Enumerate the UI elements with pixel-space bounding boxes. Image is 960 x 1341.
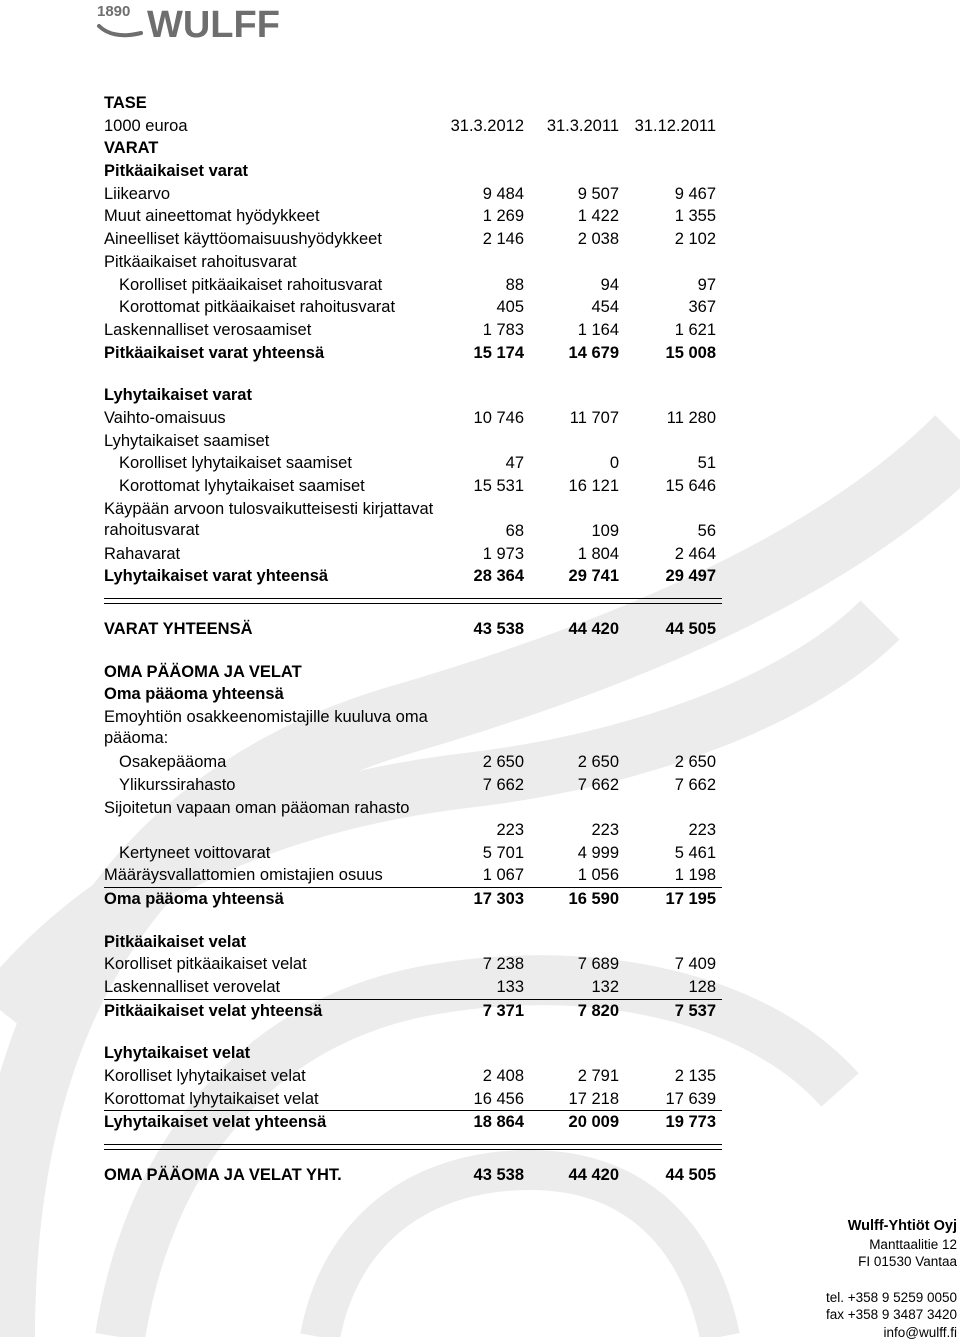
row-label: VARAT YHTEENSÄ: [104, 618, 253, 641]
double-rule: [104, 1144, 722, 1150]
value-cell: 15 531: [424, 475, 524, 498]
value-cell: 97: [616, 274, 716, 297]
row-label: Pitkäaikaiset varat yhteensä: [104, 342, 324, 365]
row-label: Muut aineettomat hyödykkeet: [104, 205, 320, 228]
value-cell: 405: [424, 296, 524, 319]
balance-sheet: [104, 92, 722, 1187]
row-label: Pitkäaikaiset velat yhteensä: [104, 1000, 322, 1023]
value-cell: 29 497: [616, 565, 716, 588]
value-cell: 7 371: [424, 1000, 524, 1023]
value-cell: 2 408: [424, 1065, 524, 1088]
value-cell: 29 741: [519, 565, 619, 588]
row-label: OMA PÄÄOMA JA VELAT YHT.: [104, 1164, 342, 1187]
table-row: [104, 205, 722, 228]
row-label: Korottomat pitkäaikaiset rahoitusvarat: [119, 296, 395, 319]
row-label: Korottomat lyhytaikaiset velat: [104, 1088, 319, 1111]
value-cell: 1 621: [616, 319, 716, 342]
value-cell: 68: [424, 520, 524, 543]
row-label: Laskennalliset verosaamiset: [104, 319, 311, 342]
value-cell: 16 590: [519, 888, 619, 911]
table-row: [104, 430, 722, 453]
section-row: [104, 1042, 722, 1065]
unit-label: 1000 euroa: [104, 115, 188, 138]
row-label: Laskennalliset verovelat: [104, 976, 280, 999]
section-row: [104, 1164, 722, 1187]
value-cell: 17 195: [616, 888, 716, 911]
value-cell: 7 820: [519, 1000, 619, 1023]
value-cell: 9 467: [616, 183, 716, 206]
value-cell: 44 420: [519, 618, 619, 641]
value-cell: 2 038: [519, 228, 619, 251]
value-cell: 47: [424, 452, 524, 475]
column-header-row: [104, 115, 722, 138]
value-cell: 5 461: [616, 842, 716, 865]
value-cell: 43 538: [424, 1164, 524, 1187]
table-row: [104, 976, 722, 1000]
company-name: Wulff-Yhtiöt Oyj: [826, 1218, 957, 1236]
row-label: Liikearvo: [104, 183, 170, 206]
value-cell: 44 505: [616, 1164, 716, 1187]
section-row: [104, 342, 722, 365]
row-label: Lyhytaikaiset velat yhteensä: [104, 1111, 326, 1134]
table-row: [104, 251, 722, 274]
value-cell: 51: [616, 452, 716, 475]
section-row: [104, 888, 722, 911]
table-row: [104, 228, 722, 251]
value-cell: 2 146: [424, 228, 524, 251]
row-label: VARAT: [104, 137, 158, 160]
value-cell: 88: [424, 274, 524, 297]
value-cell: 4 999: [519, 842, 619, 865]
section-row: [104, 384, 722, 407]
row-label: Oma pääoma yhteensä: [104, 888, 284, 911]
phone-number: tel. +358 9 5259 0050: [826, 1289, 957, 1307]
logo-year: 1890: [97, 3, 130, 20]
table-row: [104, 1065, 722, 1088]
table-row: [104, 407, 722, 430]
value-cell: 56: [616, 520, 716, 543]
value-cell: 2 791: [519, 1065, 619, 1088]
value-cell: 7 537: [616, 1000, 716, 1023]
wulff-logo: [95, 0, 370, 44]
section-row: [104, 137, 722, 160]
value-cell: 1 198: [616, 864, 716, 887]
section-row: [104, 661, 722, 684]
fax-number: fax +358 9 3487 3420: [826, 1306, 957, 1324]
value-cell: 7 662: [519, 774, 619, 797]
table-row: [104, 953, 722, 976]
logo-wordmark: WULFF: [147, 4, 280, 44]
section-row: [104, 931, 722, 954]
row-label: Korolliset pitkäaikaiset rahoitusvarat: [119, 274, 382, 297]
row-spacer: [104, 364, 722, 384]
table-row: [104, 842, 722, 865]
value-cell: 7 238: [424, 953, 524, 976]
value-cell: 1 804: [519, 543, 619, 566]
row-label: OMA PÄÄOMA JA VELAT: [104, 661, 302, 684]
row-label: Korottomat lyhytaikaiset saamiset: [119, 475, 365, 498]
value-cell: 7 662: [616, 774, 716, 797]
email-address: info@wulff.fi: [826, 1324, 957, 1341]
row-label: Pitkäaikaiset varat: [104, 160, 248, 183]
table-row: [104, 475, 722, 498]
row-label: Käypään arvoon tulosvaikutteisesti kirjattavat rahoitusvarat: [104, 499, 434, 541]
value-cell: 1 056: [519, 864, 619, 887]
sheet-title-row: [104, 92, 722, 115]
table-row: [104, 183, 722, 206]
value-cell: 5 701: [424, 842, 524, 865]
value-cell: 7 409: [616, 953, 716, 976]
value-cell: 2 102: [616, 228, 716, 251]
value-cell: 15 008: [616, 342, 716, 365]
table-row: [104, 751, 722, 774]
section-row: [104, 618, 722, 641]
value-cell: 2 464: [616, 543, 716, 566]
value-cell: 15 174: [424, 342, 524, 365]
value-cell: 16 456: [424, 1088, 524, 1111]
column-header-3: 31.12.2011: [616, 115, 716, 138]
row-label: Lyhytaikaiset varat: [104, 384, 252, 407]
value-cell: 367: [616, 296, 716, 319]
balance-sheet-rows: [104, 137, 722, 1186]
value-cell: 44 505: [616, 618, 716, 641]
value-cell: 133: [424, 976, 524, 999]
value-cell: 109: [519, 520, 619, 543]
row-label: Määräysvallattomien omistajien osuus: [104, 864, 383, 887]
value-cell: 11 280: [616, 407, 716, 430]
row-label: Sijoitetun vapaan oman pääoman rahasto: [104, 798, 434, 819]
value-cell: 7 689: [519, 953, 619, 976]
value-cell: 1 164: [519, 319, 619, 342]
table-row: [104, 797, 722, 842]
column-header-2: 31.3.2011: [519, 115, 619, 138]
table-row: [104, 452, 722, 475]
value-cell: 20 009: [519, 1111, 619, 1134]
row-label: Korolliset pitkäaikaiset velat: [104, 953, 307, 976]
value-cell: 28 364: [424, 565, 524, 588]
value-cell: 1 783: [424, 319, 524, 342]
value-cell: 2 650: [424, 751, 524, 774]
row-spacer: [104, 1022, 722, 1042]
row-label: Lyhytaikaiset velat: [104, 1042, 250, 1065]
table-row: [104, 296, 722, 319]
value-cell: 2 650: [616, 751, 716, 774]
value-cell: 2 650: [519, 751, 619, 774]
table-row: [104, 864, 722, 888]
value-cell: 1 422: [519, 205, 619, 228]
street-address: Manttaalitie 12: [826, 1236, 957, 1254]
value-cell: 9 507: [519, 183, 619, 206]
value-cell: 223: [424, 819, 524, 842]
table-row: [104, 1088, 722, 1112]
table-row: [104, 498, 722, 543]
section-row: [104, 160, 722, 183]
value-cell: 1 973: [424, 543, 524, 566]
table-row: [104, 274, 722, 297]
row-spacer: [104, 911, 722, 931]
value-cell: 2 135: [616, 1065, 716, 1088]
value-cell: 17 303: [424, 888, 524, 911]
value-cell: 7 662: [424, 774, 524, 797]
row-label: Pitkäaikaiset rahoitusvarat: [104, 251, 297, 274]
row-spacer: [104, 641, 722, 661]
value-cell: 11 707: [519, 407, 619, 430]
value-cell: 94: [519, 274, 619, 297]
table-row: [104, 706, 722, 751]
double-rule: [104, 598, 722, 604]
row-label: Korolliset lyhytaikaiset velat: [104, 1065, 306, 1088]
section-row: [104, 1111, 722, 1134]
row-label: Aineelliset käyttöomaisuushyödykkeet: [104, 228, 382, 251]
row-label: Vaihto-omaisuus: [104, 407, 226, 430]
value-cell: 132: [519, 976, 619, 999]
value-cell: 128: [616, 976, 716, 999]
sheet-title: TASE: [104, 92, 147, 115]
row-label: Ylikurssirahasto: [119, 774, 235, 797]
row-label: Emoyhtiön osakkeenomistajille kuuluva oma pääoma:: [104, 707, 434, 749]
value-cell: 17 218: [519, 1088, 619, 1111]
row-label: Oma pääoma yhteensä: [104, 683, 284, 706]
value-cell: 43 538: [424, 618, 524, 641]
row-label: Kertyneet voittovarat: [119, 842, 270, 865]
value-cell: 0: [519, 452, 619, 475]
row-label: Lyhytaikaiset saamiset: [104, 430, 269, 453]
value-cell: 19 773: [616, 1111, 716, 1134]
value-cell: 223: [519, 819, 619, 842]
row-label: Rahavarat: [104, 543, 180, 566]
value-cell: 1 269: [424, 205, 524, 228]
table-row: [104, 543, 722, 566]
value-cell: 17 639: [616, 1088, 716, 1111]
value-cell: 1 355: [616, 205, 716, 228]
value-cell: 454: [519, 296, 619, 319]
value-cell: 14 679: [519, 342, 619, 365]
row-label: Lyhytaikaiset varat yhteensä: [104, 565, 328, 588]
value-cell: 9 484: [424, 183, 524, 206]
section-row: [104, 1000, 722, 1023]
table-row: [104, 774, 722, 797]
city-address: FI 01530 Vantaa: [826, 1253, 957, 1271]
section-row: [104, 565, 722, 588]
table-row: [104, 319, 722, 342]
value-cell: 16 121: [519, 475, 619, 498]
row-label: Osakepääoma: [119, 751, 226, 774]
row-label: Korolliset lyhytaikaiset saamiset: [119, 452, 352, 475]
value-cell: 18 864: [424, 1111, 524, 1134]
value-cell: 44 420: [519, 1164, 619, 1187]
value-cell: 15 646: [616, 475, 716, 498]
column-header-1: 31.3.2012: [424, 115, 524, 138]
value-cell: 223: [616, 819, 716, 842]
value-cell: 10 746: [424, 407, 524, 430]
company-contact: [826, 1218, 957, 1341]
section-row: [104, 683, 722, 706]
row-label: Pitkäaikaiset velat: [104, 931, 246, 954]
value-cell: 1 067: [424, 864, 524, 887]
